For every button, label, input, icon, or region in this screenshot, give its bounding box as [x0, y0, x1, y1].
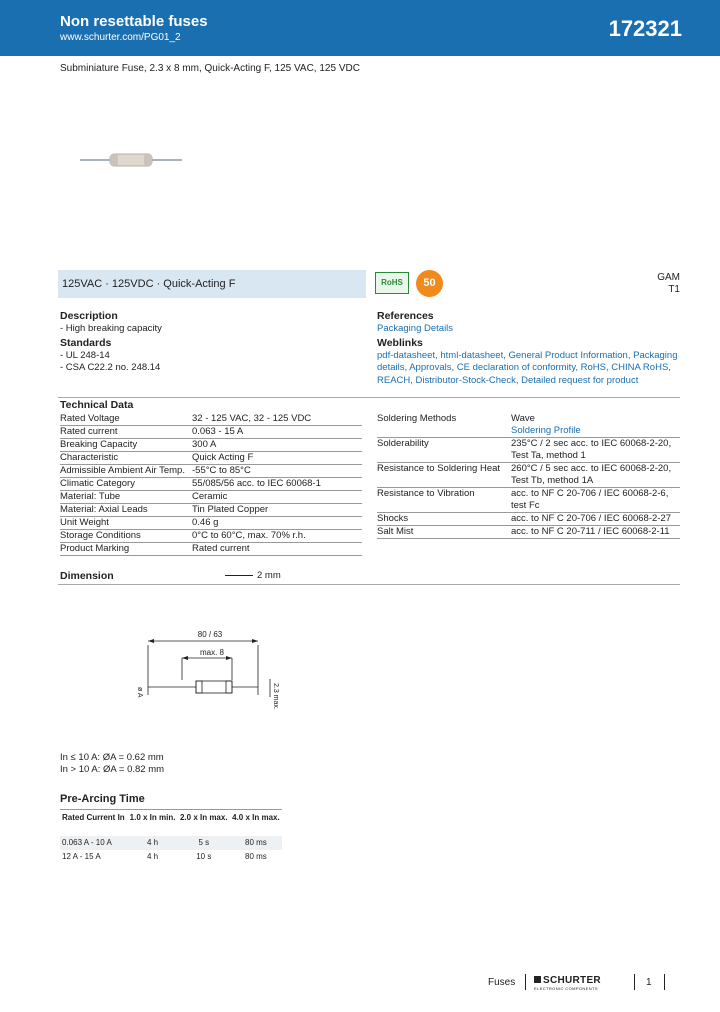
table-cell: 80 ms: [230, 836, 282, 850]
references-heading: References: [377, 310, 434, 322]
weblinks-list[interactable]: pdf-datasheet, html-datasheet, General Product Information, Packaging details, Approvals, CE declaration of conformity, RoHS, CHINA RoHS, REACH, Distributor-Stock-Check, Detailed request for product: [377, 349, 678, 386]
table-cell: 12 A - 15 A: [62, 852, 101, 861]
tech-row: [60, 426, 362, 439]
tech-row: [60, 517, 362, 530]
tech-param: Unit Weight: [60, 517, 192, 530]
ratings-band: 125VAC · 125VDC · Quick-Acting F: [58, 270, 366, 298]
table-row: [60, 836, 282, 850]
tech-row: [60, 439, 362, 452]
prearcing-table: [60, 809, 282, 864]
tech-row: [60, 504, 362, 517]
tech-value: Quick Acting F: [192, 452, 362, 465]
tech-value: -55°C to 85°C: [192, 465, 362, 478]
tech-value: acc. to NF C 20-706 / IEC 60068-2-27: [511, 513, 671, 524]
tech-param: Salt Mist: [377, 526, 511, 539]
footer-divider: [525, 974, 526, 990]
tech-row: [377, 463, 680, 488]
tech-param: Material: Axial Leads: [60, 504, 192, 517]
tech-row: [377, 488, 680, 513]
note-item: In > 10 A: ØA = 0.82 mm: [60, 764, 165, 775]
tech-value: 0.46 g: [192, 517, 362, 530]
tech-row: [377, 413, 680, 438]
references-block: [377, 310, 680, 387]
scale-indicator: [225, 570, 281, 581]
tech-param: Storage Conditions: [60, 530, 192, 543]
column-header: 4.0 x In max.: [230, 810, 282, 826]
approval-gam: GAM: [657, 272, 680, 283]
technical-data-section: [58, 397, 680, 412]
tech-value: acc. to NF C 20-706 / IEC 60068-2-6, test Fc: [511, 488, 669, 511]
dimension-drawing: [130, 625, 300, 720]
fifty-year-badge: 50: [416, 270, 443, 297]
table-cell: 80 ms: [245, 852, 267, 861]
tech-value: Rated current: [192, 543, 362, 556]
tech-row: [60, 491, 362, 504]
rohs-badge: RoHS: [375, 272, 409, 294]
description-block: [60, 310, 350, 375]
tech-row: [60, 465, 362, 478]
tech-table-right: [377, 413, 680, 539]
body-length-label: max. 8: [199, 648, 225, 657]
description-item: - High breaking capacity: [60, 322, 162, 334]
tech-value: Tin Plated Copper: [192, 504, 362, 517]
approval-marks: [650, 272, 680, 296]
tech-row: [377, 526, 680, 539]
column-header: 1.0 x In min.: [127, 810, 177, 826]
tech-table-left: [60, 413, 362, 556]
column-header: Rated Current In: [60, 810, 127, 826]
tech-value: Wave: [511, 413, 535, 424]
tech-param: Breaking Capacity: [60, 439, 192, 452]
product-subtitle: Subminiature Fuse, 2.3 x 8 mm, Quick-Acting F, 125 VAC, 125 VDC: [60, 63, 360, 74]
table-cell: 4 h: [127, 836, 177, 850]
tech-param: Rated current: [60, 426, 192, 439]
tech-row: [60, 478, 362, 491]
tech-row: [60, 530, 362, 543]
table-cell: 0.063 A - 10 A: [60, 836, 127, 850]
dimension-heading: Dimension: [60, 570, 114, 582]
tech-param: Shocks: [377, 513, 511, 526]
tech-value: 235°C / 2 sec acc. to IEC 60068-2-20, Test Ta, method 1: [511, 438, 672, 461]
tech-value: 260°C / 5 sec acc. to IEC 60068-2-20, Test Tb, method 1A: [511, 463, 672, 486]
tech-value: 0.063 - 15 A: [192, 426, 362, 439]
dimension-divider: [58, 584, 680, 585]
standard-item: - UL 248-14: [60, 349, 110, 361]
brand-name: SCHURTER: [543, 975, 601, 986]
tech-row: [60, 543, 362, 556]
tech-param: Soldering Methods: [377, 413, 511, 438]
note-item: In ≤ 10 A: ØA = 0.62 mm: [60, 752, 164, 763]
tech-value: Ceramic: [192, 491, 362, 504]
tech-param: Product Marking: [60, 543, 192, 556]
brand-subtitle: ELECTRONIC COMPONENTS: [534, 986, 598, 991]
footer-divider: [634, 974, 635, 990]
scale-label: 2 mm: [257, 570, 281, 581]
table-cell: 5 s: [178, 836, 230, 850]
tech-value: 300 A: [192, 439, 362, 452]
table-row: [60, 850, 282, 864]
column-header: 2.0 x In max.: [178, 810, 230, 826]
tech-value: 32 - 125 VAC, 32 - 125 VDC: [192, 413, 362, 426]
page-header: [0, 0, 720, 56]
fuse-product-image: [80, 150, 190, 170]
lead-diameter-label: ø A: [136, 687, 143, 698]
weblinks-heading: Weblinks: [377, 337, 423, 349]
standards-heading: Standards: [60, 337, 112, 349]
header-url[interactable]: www.schurter.com/PG01_2: [60, 32, 181, 43]
page-title: Non resettable fuses: [60, 13, 208, 30]
approval-t1: T1: [668, 284, 680, 295]
lead-diameter-notes: [60, 752, 164, 776]
tech-value: acc. to NF C 20-711 / IEC 60068-2-11: [511, 526, 670, 537]
tech-param: Material: Tube: [60, 491, 192, 504]
page-number: 1: [646, 977, 652, 988]
table-cell: 4 h: [146, 852, 159, 861]
tech-param: Characteristic: [60, 452, 192, 465]
footer-brand: [534, 975, 601, 991]
tech-value: 0°C to 60°C, max. 70% r.h.: [192, 530, 362, 543]
overall-length-label: 80 / 63: [197, 630, 223, 639]
tech-value: 55/085/56 acc. to IEC 60068-1: [192, 478, 362, 491]
tech-param: Climatic Category: [60, 478, 192, 491]
prearcing-heading: Pre-Arcing Time: [60, 793, 145, 805]
body-diameter-label: 2.3 max.: [272, 683, 279, 710]
tech-row: [377, 438, 680, 463]
packaging-details-link[interactable]: Packaging Details: [377, 322, 454, 334]
description-heading: Description: [60, 310, 118, 322]
tech-param: Resistance to Vibration: [377, 488, 511, 513]
tech-row: [60, 413, 362, 426]
tech-param: Rated Voltage: [60, 413, 192, 426]
tech-row: [377, 513, 680, 526]
standard-item: - CSA C22.2 no. 248.14: [60, 362, 161, 373]
tech-param: Solderability: [377, 438, 511, 463]
soldering-profile-link[interactable]: Soldering Profile: [511, 425, 581, 436]
tech-param: Admissible Ambient Air Temp.: [60, 465, 192, 478]
tech-param: Resistance to Soldering Heat: [377, 463, 511, 488]
table-cell: 10 s: [196, 852, 212, 861]
technical-heading: Technical Data: [60, 399, 134, 411]
tech-row: [60, 452, 362, 465]
footer-divider: [664, 974, 665, 990]
footer-section: Fuses: [488, 977, 516, 988]
part-number: 172321: [608, 16, 682, 41]
